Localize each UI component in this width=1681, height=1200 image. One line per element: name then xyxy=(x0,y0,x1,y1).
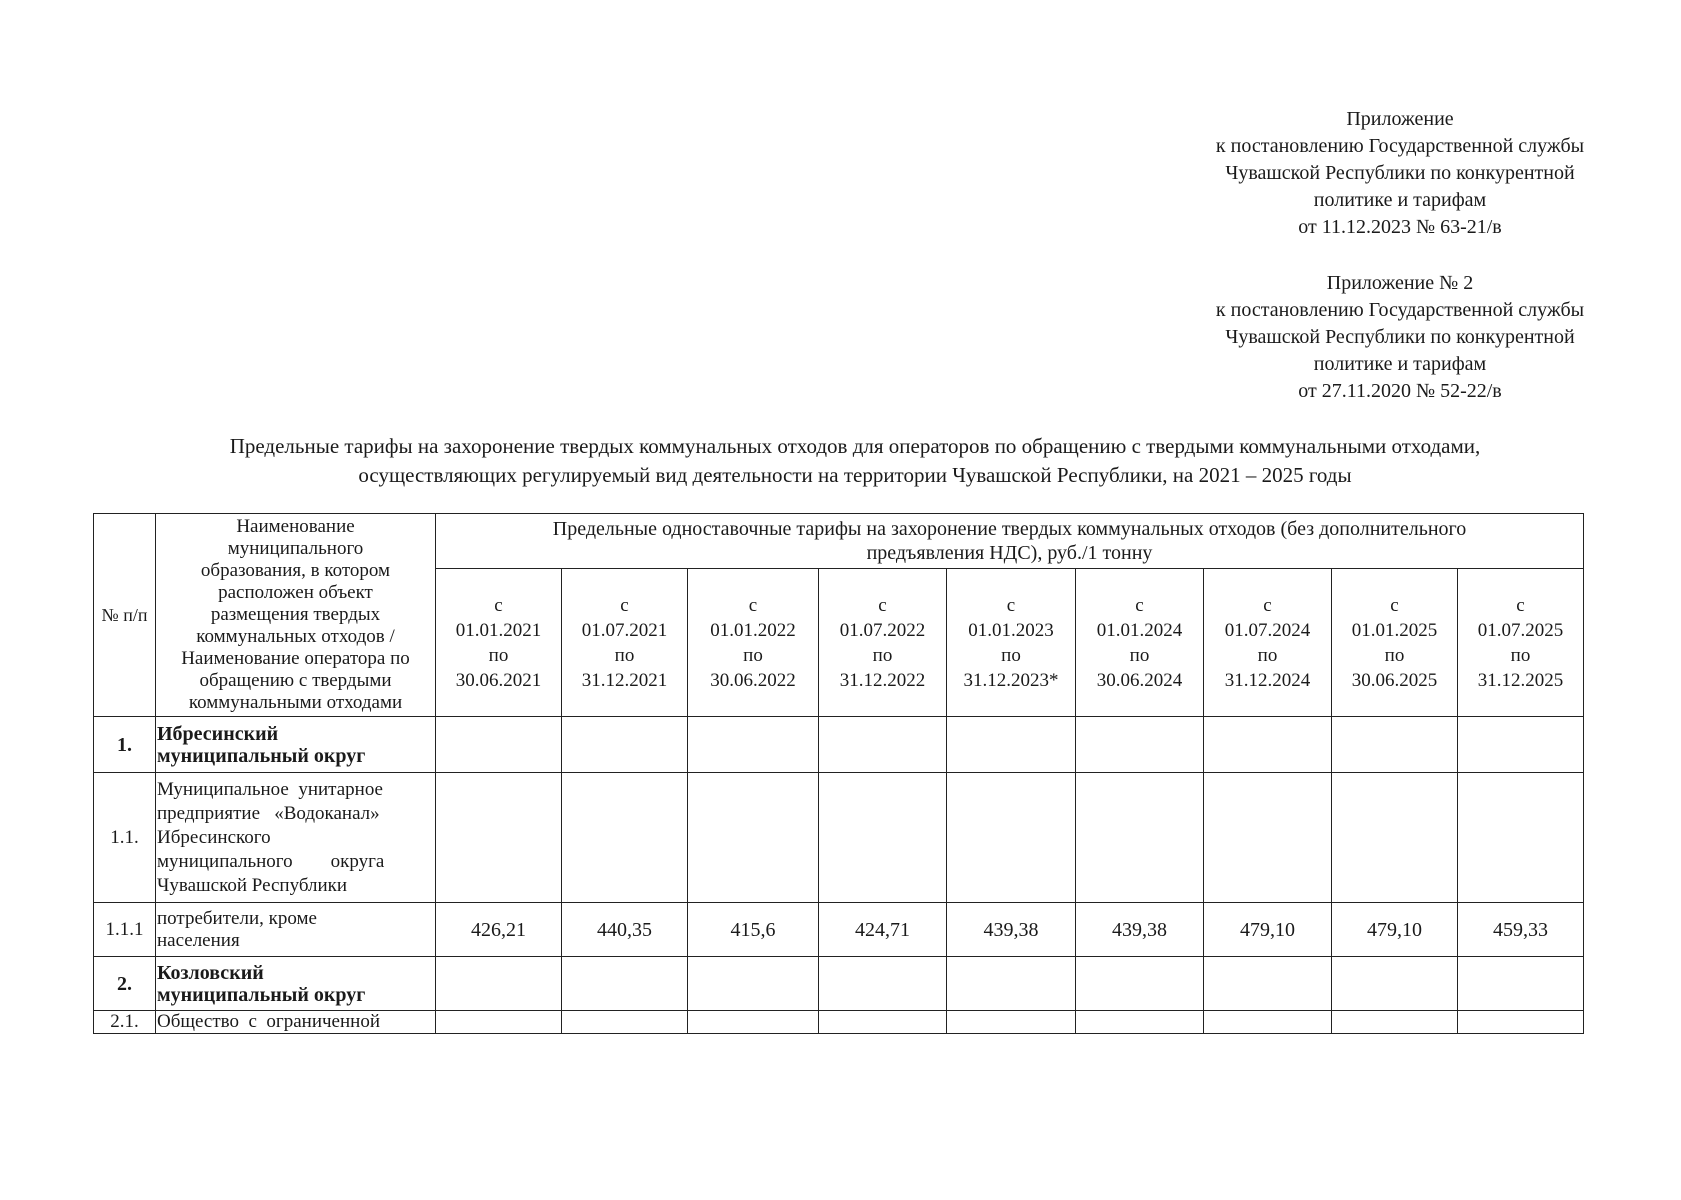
tariff-value: 439,38 xyxy=(1076,903,1204,957)
document-title xyxy=(100,432,1610,490)
table-row xyxy=(94,957,1584,1011)
table-row xyxy=(94,903,1584,957)
header-period: с 01.01.2025 по 30.06.2025 xyxy=(1332,569,1458,717)
row-name: Козловский муниципальный округ xyxy=(156,957,436,1011)
row-name: Общество с ограниченной xyxy=(156,1011,436,1034)
appendix-1-line: от 11.12.2023 № 63-21/в xyxy=(1298,216,1502,238)
header-name-line: расположен объект xyxy=(218,582,373,603)
tariff-value: 479,10 xyxy=(1204,903,1332,957)
tariff-value: 415,6 xyxy=(688,903,819,957)
tariff-value: 426,21 xyxy=(436,903,562,957)
document-title-line: Предельные тарифы на захоронение твердых коммунальных отходов для операторов по обращению с твердыми коммунальными отходами, xyxy=(229,434,1481,458)
table-row xyxy=(94,773,1584,903)
header-period: с 01.07.2022 по 31.12.2022 xyxy=(819,569,947,717)
appendix-2-line: Приложение № 2 xyxy=(1326,272,1474,294)
header-name-line: размещения твердых xyxy=(210,604,381,625)
tariff-value: 479,10 xyxy=(1332,903,1458,957)
header-period: с 01.07.2025 по 31.12.2025 xyxy=(1458,569,1584,717)
table-header-row xyxy=(94,514,1584,569)
appendix-1-line: Приложение xyxy=(1346,108,1454,130)
tariff-value: 439,38 xyxy=(947,903,1076,957)
tariff-value: 440,35 xyxy=(562,903,688,957)
header-group-line: Предельные одноставочные тарифы на захоронение твердых коммунальных отходов (без дополнительного xyxy=(552,518,1467,540)
header-name xyxy=(156,514,436,717)
header-name-line: муниципального xyxy=(227,538,364,559)
appendix-2-line: Чувашской Республики по конкурентной xyxy=(1225,326,1575,348)
appendix-1-line: политике и тарифам xyxy=(1313,189,1487,211)
header-name-line: обращению с твердыми xyxy=(199,670,392,691)
header-name-line: образования, в котором xyxy=(200,560,391,581)
document-title-line: осуществляющих регулируемый вид деятельности на территории Чувашской Республики, на 2021 – 2025 годы xyxy=(358,463,1352,487)
row-num: 2.1. xyxy=(94,1011,156,1034)
table-row xyxy=(94,1011,1584,1034)
tariff-table xyxy=(93,513,1584,1034)
header-group xyxy=(436,514,1584,569)
header-group-line: предъявления НДС), руб./1 тонну xyxy=(866,542,1153,564)
row-name: Муниципальное унитарное предприятие «Водоканал» Ибресинского муниципального округа Чувашской Республики xyxy=(156,773,436,903)
header-num: № п/п xyxy=(94,514,156,717)
header-period: с 01.01.2022 по 30.06.2022 xyxy=(688,569,819,717)
header-period: с 01.01.2021 по 30.06.2021 xyxy=(436,569,562,717)
row-name: потребители, кроме населения xyxy=(156,903,436,957)
header-name-line: коммунальных отходов / xyxy=(196,626,395,647)
header-period: с 01.07.2021 по 31.12.2021 xyxy=(562,569,688,717)
row-num: 2. xyxy=(94,957,156,1011)
header-name-line: Наименование оператора по xyxy=(181,648,410,669)
header-name-line: Наименование xyxy=(236,516,355,537)
row-name: Ибресинский муниципальный округ xyxy=(156,717,436,773)
appendix-2-line: к постановлению Государственной службы xyxy=(1215,299,1585,321)
row-num: 1.1.1 xyxy=(94,903,156,957)
header-period: с 01.01.2024 по 30.06.2024 xyxy=(1076,569,1204,717)
appendix-1-block xyxy=(1100,106,1681,241)
tariff-value: 459,33 xyxy=(1458,903,1584,957)
table-row xyxy=(94,717,1584,773)
tariff-value: 424,71 xyxy=(819,903,947,957)
appendix-2-line: политике и тарифам xyxy=(1313,353,1487,375)
row-num: 1. xyxy=(94,717,156,773)
header-period: с 01.07.2024 по 31.12.2024 xyxy=(1204,569,1332,717)
appendix-1-line: к постановлению Государственной службы xyxy=(1215,135,1585,157)
appendix-2-line: от 27.11.2020 № 52-22/в xyxy=(1298,380,1502,402)
header-name-line: коммунальными отходами xyxy=(188,692,403,713)
appendix-1-line: Чувашской Республики по конкурентной xyxy=(1225,162,1575,184)
appendix-2-block xyxy=(1100,270,1681,405)
header-period: с 01.01.2023 по 31.12.2023* xyxy=(947,569,1076,717)
row-num: 1.1. xyxy=(94,773,156,903)
